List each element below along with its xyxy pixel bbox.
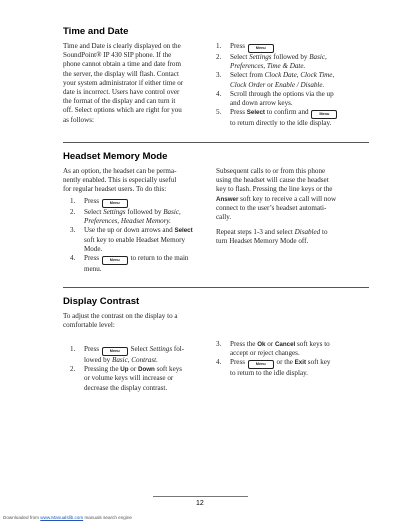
menu-key-icon: Menu [311, 110, 337, 119]
menu-key-icon: Menu [248, 360, 274, 369]
contrast-steps-left [70, 345, 215, 393]
time-date-steps [216, 42, 376, 128]
list-item: 3. Press the Ok or Cancel soft keys to accept or reject changes. [216, 340, 330, 358]
list-item: 1. Press Menu Select Settings fol- lowed by Basic, Contrast. [70, 345, 185, 364]
list-item: 3. Select from Clock Date, Clock Time, Clock Order or Enable / Disable. [216, 71, 335, 89]
list-item: 4. Scroll through the options via the up and down arrow keys. [216, 89, 334, 108]
menu-key-icon: Menu [102, 256, 128, 265]
contrast-steps-right [216, 340, 376, 379]
section-divider [63, 287, 369, 288]
download-footer: Downloaded from www.Manualslib.com manuals search engine [3, 515, 132, 520]
page-number: 12 [196, 500, 204, 507]
menu-key-icon: Menu [102, 199, 128, 208]
section-title-time-date: Time and Date [63, 26, 129, 37]
list-item: 3. Use the up or down arrows and Select soft key to enable Headset Memory Mode. [70, 226, 193, 253]
list-item: 4. Press Menu to return to the main menu. [70, 254, 189, 274]
section-title-headset-memory: Headset Memory Mode [63, 151, 168, 162]
menu-key-icon: Menu [248, 44, 274, 53]
list-item: 2. Select Settings followed by Basic, Preferences, Time & Date. [216, 53, 327, 71]
headset-intro: As an option, the headset can be perma- nently enabled. This is especially useful for regular headset users. To do this: [63, 167, 177, 194]
contrast-intro: To adjust the contrast on the display to a comfortable level: [63, 312, 178, 330]
list-item: 5. Press Select to confirm and Menu to return directly to the idle display. [216, 108, 376, 128]
headset-right-text: Subsequent calls to or from this phone using the headset will cause the headset key to flash. Pressing the line keys or the Answer soft key to receive a call will now connect to the user’s headset automati- cally. Repeat steps 1-3 and select Disabled to turn Headset Memory Mode off. [216, 167, 337, 246]
list-item: 1. Press Menu [70, 197, 210, 208]
section-title-display-contrast: Display Contrast [63, 296, 140, 307]
time-date-intro: Time and Date is clearly displayed on the SoundPoint® IP 430 SIP phone. If the phone cannot obtain a time and date from the server, the display will flash. Contact your system administrator if either time or date is incorrect. Users have control over the format of the display and can turn it off. Select options which are right for you as follows: [63, 42, 184, 124]
list-item: 1. Press Menu [216, 42, 376, 53]
headset-steps [70, 197, 210, 274]
menu-key-icon: Menu [102, 347, 128, 356]
manualslib-link[interactable]: www.Manualslib.com [40, 515, 84, 520]
page-number-rule [153, 496, 248, 497]
section-divider [63, 142, 369, 143]
list-item: 2. Select Settings followed by Basic, Preferences, Headset Memory. [70, 208, 181, 226]
list-item: 4. Press Menu or the Exit soft key to return to the idle display. [216, 358, 331, 378]
list-item: 2. Pressing the Up or Down soft keys or volume keys will increase or decrease the display contrast. [70, 365, 183, 392]
